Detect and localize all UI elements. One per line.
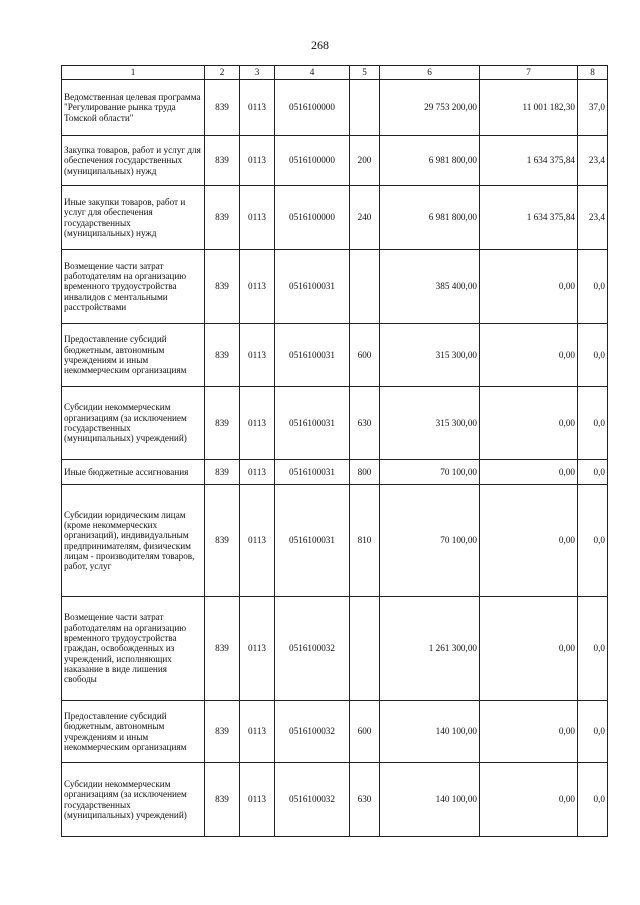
row-plan-cell: 70 100,00 <box>380 485 480 597</box>
header-cell: 4 <box>275 66 350 80</box>
row-executed-cell: 1 634 375,84 <box>480 136 578 186</box>
row-expense-type-cell <box>350 80 380 136</box>
row-plan-cell: 315 300,00 <box>380 324 480 387</box>
row-admin-code-cell: 839 <box>205 701 240 763</box>
row-admin-code-cell: 839 <box>205 763 240 837</box>
table-row <box>62 186 608 250</box>
row-name-cell: Иные бюджетные ассигнования <box>62 460 205 485</box>
row-section-cell: 0113 <box>240 136 275 186</box>
row-plan-cell: 140 100,00 <box>380 763 480 837</box>
header-cell: 1 <box>62 66 205 80</box>
row-name-cell: Субсидии некоммерческим организациям (за исключением государственных (муниципальных) учреждений) <box>62 387 205 460</box>
row-section-cell: 0113 <box>240 324 275 387</box>
table-row <box>62 597 608 701</box>
header-cell: 5 <box>350 66 380 80</box>
row-section-cell: 0113 <box>240 186 275 250</box>
table-row <box>62 387 608 460</box>
row-target-article-cell: 0516100032 <box>275 701 350 763</box>
row-section-cell: 0113 <box>240 460 275 485</box>
row-expense-type-cell: 800 <box>350 460 380 485</box>
table-row <box>62 460 608 485</box>
row-section-cell: 0113 <box>240 597 275 701</box>
row-plan-cell: 385 400,00 <box>380 250 480 324</box>
row-percent-cell: 0,0 <box>578 387 608 460</box>
row-executed-cell: 0,00 <box>480 763 578 837</box>
row-percent-cell: 0,0 <box>578 701 608 763</box>
row-target-article-cell: 0516100031 <box>275 387 350 460</box>
row-percent-cell: 0,0 <box>578 250 608 324</box>
row-executed-cell: 0,00 <box>480 701 578 763</box>
row-admin-code-cell: 839 <box>205 186 240 250</box>
row-plan-cell: 29 753 200,00 <box>380 80 480 136</box>
row-target-article-cell: 0516100031 <box>275 324 350 387</box>
header-cell: 2 <box>205 66 240 80</box>
row-name-cell: Субсидии юридическим лицам (кроме некоммерческих организаций), индивидуальным предпринимателям, физическим лицам - производителям товаров, работ, услуг <box>62 485 205 597</box>
row-executed-cell: 0,00 <box>480 485 578 597</box>
row-executed-cell: 0,00 <box>480 597 578 701</box>
row-admin-code-cell: 839 <box>205 387 240 460</box>
row-expense-type-cell: 630 <box>350 387 380 460</box>
table-row <box>62 250 608 324</box>
row-executed-cell: 0,00 <box>480 387 578 460</box>
row-target-article-cell: 0516100032 <box>275 763 350 837</box>
row-admin-code-cell: 839 <box>205 80 240 136</box>
row-section-cell: 0113 <box>240 485 275 597</box>
row-expense-type-cell: 810 <box>350 485 380 597</box>
row-target-article-cell: 0516100031 <box>275 485 350 597</box>
row-admin-code-cell: 839 <box>205 597 240 701</box>
header-cell: 3 <box>240 66 275 80</box>
row-section-cell: 0113 <box>240 250 275 324</box>
row-admin-code-cell: 839 <box>205 250 240 324</box>
table-row <box>62 763 608 837</box>
header-cell: 8 <box>578 66 608 80</box>
row-expense-type-cell: 200 <box>350 136 380 186</box>
row-target-article-cell: 0516100031 <box>275 460 350 485</box>
row-name-cell: Иные закупки товаров, работ и услуг для обеспечения государственных (муниципальных) нужд <box>62 186 205 250</box>
budget-table <box>61 65 608 837</box>
row-name-cell: Возмещение части затрат работодателям на организацию временного трудоустройства граждан, освобожденных из учреждений, исполняющих наказание в виде лишения свободы <box>62 597 205 701</box>
row-plan-cell: 140 100,00 <box>380 701 480 763</box>
row-expense-type-cell <box>350 597 380 701</box>
table-row <box>62 485 608 597</box>
row-percent-cell: 0,0 <box>578 763 608 837</box>
row-percent-cell: 23,4 <box>578 186 608 250</box>
header-cell: 6 <box>380 66 480 80</box>
row-admin-code-cell: 839 <box>205 324 240 387</box>
row-name-cell: Субсидии некоммерческим организациям (за исключением государственных (муниципальных) учреждений) <box>62 763 205 837</box>
row-section-cell: 0113 <box>240 701 275 763</box>
row-section-cell: 0113 <box>240 387 275 460</box>
row-expense-type-cell: 630 <box>350 763 380 837</box>
row-executed-cell: 0,00 <box>480 460 578 485</box>
row-name-cell: Предоставление субсидий бюджетным, автономным учреждениям и иным некоммерческим организациям <box>62 324 205 387</box>
table-row <box>62 324 608 387</box>
row-admin-code-cell: 839 <box>205 485 240 597</box>
row-percent-cell: 23,4 <box>578 136 608 186</box>
row-admin-code-cell: 839 <box>205 460 240 485</box>
row-executed-cell: 0,00 <box>480 324 578 387</box>
row-plan-cell: 1 261 300,00 <box>380 597 480 701</box>
row-plan-cell: 70 100,00 <box>380 460 480 485</box>
table-row <box>62 136 608 186</box>
row-target-article-cell: 0516100000 <box>275 186 350 250</box>
row-plan-cell: 315 300,00 <box>380 387 480 460</box>
table-row <box>62 701 608 763</box>
row-expense-type-cell: 600 <box>350 701 380 763</box>
header-cell: 7 <box>480 66 578 80</box>
row-admin-code-cell: 839 <box>205 136 240 186</box>
row-percent-cell: 0,0 <box>578 485 608 597</box>
row-name-cell: Закупка товаров, работ и услуг для обеспечения государственных (муниципальных) нужд <box>62 136 205 186</box>
row-target-article-cell: 0516100000 <box>275 136 350 186</box>
table-row <box>62 80 608 136</box>
row-plan-cell: 6 981 800,00 <box>380 136 480 186</box>
row-section-cell: 0113 <box>240 80 275 136</box>
row-executed-cell: 0,00 <box>480 250 578 324</box>
row-expense-type-cell: 600 <box>350 324 380 387</box>
row-executed-cell: 1 634 375,84 <box>480 186 578 250</box>
row-percent-cell: 0,0 <box>578 597 608 701</box>
row-percent-cell: 37,0 <box>578 80 608 136</box>
row-target-article-cell: 0516100031 <box>275 250 350 324</box>
page-number: 268 <box>311 38 329 52</box>
row-executed-cell: 11 001 182,30 <box>480 80 578 136</box>
row-target-article-cell: 0516100032 <box>275 597 350 701</box>
table-header-row <box>62 66 608 80</box>
row-section-cell: 0113 <box>240 763 275 837</box>
row-percent-cell: 0,0 <box>578 460 608 485</box>
row-name-cell: Ведомственная целевая программа "Регулирование рынка труда Томской области" <box>62 80 205 136</box>
row-target-article-cell: 0516100000 <box>275 80 350 136</box>
row-name-cell: Возмещение части затрат работодателям на организацию временного трудоустройства инвалидов с ментальными расстройствами <box>62 250 205 324</box>
row-name-cell: Предоставление субсидий бюджетным, автономным учреждениям и иным некоммерческим организациям <box>62 701 205 763</box>
row-plan-cell: 6 981 800,00 <box>380 186 480 250</box>
row-percent-cell: 0,0 <box>578 324 608 387</box>
row-expense-type-cell <box>350 250 380 324</box>
row-expense-type-cell: 240 <box>350 186 380 250</box>
